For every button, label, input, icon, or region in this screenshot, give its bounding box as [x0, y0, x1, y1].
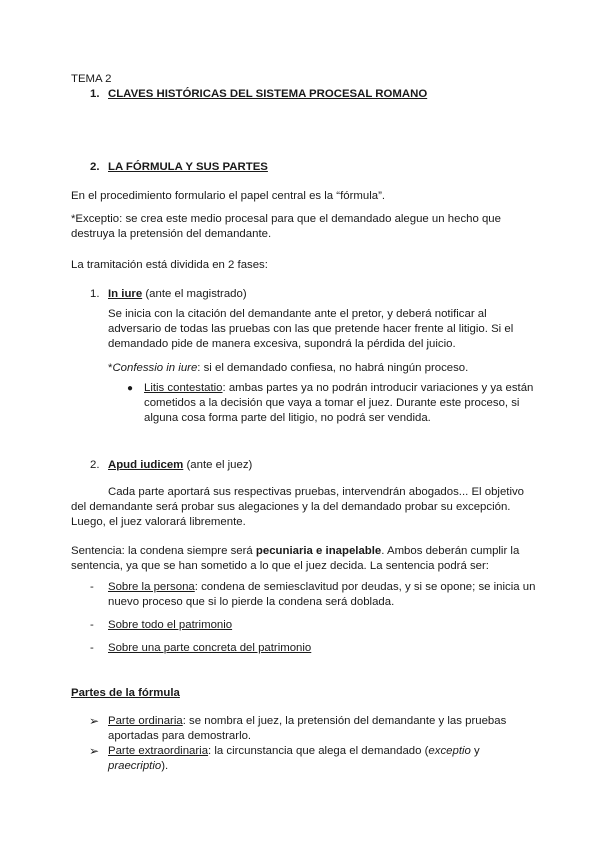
tema-label: TEMA 2 — [71, 73, 112, 85]
fases-intro: La tramitación está dividida en 2 fases: — [71, 259, 268, 271]
parte-ordinaria-line — [108, 714, 506, 729]
sentencia-item-parte-patrimonio: Sobre una parte concreta del patrimonio — [108, 642, 312, 654]
parte-extraordinaria-line — [108, 759, 480, 774]
fase-1-line: adversario de todas las pruebas con las que pretende hacer frente al litigio. Si el — [108, 323, 514, 335]
parte-extraordinaria-line — [108, 744, 480, 759]
parte-extraordinaria-text: : la circunstancia que alega el demandado ( — [208, 745, 429, 757]
parte-ordinaria-term: Parte ordinaria — [108, 715, 183, 727]
litis-line — [144, 381, 533, 396]
parte-ordinaria-line: aportadas para demostrarlo. — [108, 730, 252, 742]
dash-icon: - — [90, 642, 94, 654]
bullet-dot-icon: ● — [127, 383, 134, 394]
fase-2-paragraph — [71, 485, 524, 530]
fase-2-number: 2. — [90, 459, 100, 471]
fase-2-heading — [108, 458, 252, 473]
exceptio-line: destruya la pretensión del demandante. — [71, 228, 272, 240]
parte-ordinaria-item — [108, 714, 506, 744]
litis-term: Litis contestatio — [144, 382, 223, 394]
exceptio-line: *Exceptio: se crea este medio procesal para que el demandado alegue un hecho que — [71, 213, 501, 225]
sentencia-line: sentencia, ya que se han sometido a lo que el juez decida. La sentencia podrá ser: — [71, 560, 489, 572]
section-2-number: 2. — [90, 161, 100, 173]
sentencia-paragraph — [71, 544, 519, 574]
exceptio-paragraph — [71, 212, 501, 242]
sentencia-item-patrimonio: Sobre todo el patrimonio — [108, 619, 233, 631]
parte-extraordinaria-term: Parte extraordinaria — [108, 745, 209, 757]
sentencia-item-line: nuevo proceso que si lo pierde la condena será doblada. — [108, 596, 395, 608]
sentencia-item-line — [108, 580, 535, 595]
fase-1-line: demandado pide de manera excesiva, supondrá la pérdida del juicio. — [108, 338, 456, 350]
praecriptio-term: praecriptio — [108, 760, 162, 772]
parte-extraordinaria-text: y — [470, 745, 480, 757]
arrow-bullet-icon: ➢ — [89, 714, 100, 728]
partes-title: Partes de la fórmula — [71, 687, 180, 699]
fase-2-note: (ante el juez) — [183, 459, 253, 471]
sentencia-line — [71, 544, 519, 559]
sentencia-item-term: Sobre la persona — [108, 581, 195, 593]
parte-ordinaria-text: : se nombra el juez, la pretensión del demandante y las pruebas — [182, 715, 507, 727]
litis-line: cometidos a la decisión que vaya a tomar el juez. Durante este proceso, si — [144, 397, 520, 409]
arrow-bullet-icon: ➢ — [89, 744, 100, 758]
fase-1-line: Se inicia con la citación del demandante ante el pretor, y deberá notificar al — [108, 308, 487, 320]
fase-1-number: 1. — [90, 288, 100, 300]
fase-1-paragraph — [108, 307, 513, 352]
parte-extraordinaria-item — [108, 744, 480, 774]
dash-icon: - — [90, 619, 94, 631]
dash-icon: - — [90, 581, 94, 593]
fase-2-name: Apud iudicem — [108, 459, 184, 471]
sentencia-item-text: : condena de semiesclavitud por deudas, y si se opone; se inicia un — [194, 581, 536, 593]
litis-line: alguna cosa forma parte del litigio, no podrá ser vendida. — [144, 412, 431, 424]
section-1-title: CLAVES HISTÓRICAS DEL SISTEMA PROCESAL ROMANO — [108, 88, 428, 100]
intro-paragraph: En el procedimiento formulario el papel central es la “fórmula”. — [71, 190, 386, 202]
confessio-prefix: * — [108, 362, 113, 374]
litis-paragraph — [144, 381, 533, 426]
sentencia-text: . Ambos deberán cumplir la — [381, 545, 520, 557]
fase-1-heading — [108, 287, 247, 302]
confessio-note — [108, 361, 468, 376]
litis-text: : ambas partes ya no podrán introducir variaciones y ya están — [222, 382, 534, 394]
sentencia-bold: pecuniaria e inapelable — [255, 545, 382, 557]
sentencia-text: Sentencia: la condena siempre será — [71, 545, 256, 557]
confessio-term: Confessio in iure — [112, 362, 198, 374]
fase-1-name: In iure — [108, 288, 143, 300]
exceptio-term: exceptio — [428, 745, 471, 757]
fase-2-line: del demandante será probar sus alegaciones y la del demandado probar su excepción. — [71, 501, 511, 513]
sentencia-item-persona — [108, 580, 535, 610]
parte-extraordinaria-text: ). — [161, 760, 169, 772]
fase-2-line: Cada parte aportará sus respectivas pruebas, intervendrán abogados... El objetivo — [108, 486, 525, 498]
section-2-title: LA FÓRMULA Y SUS PARTES — [108, 161, 268, 173]
fase-1-note: (ante el magistrado) — [142, 288, 247, 300]
confessio-rest: : si el demandado confiesa, no habrá ningún proceso. — [197, 362, 469, 374]
fase-2-line: Luego, el juez valorará libremente. — [71, 516, 246, 528]
section-1-number: 1. — [90, 88, 100, 100]
